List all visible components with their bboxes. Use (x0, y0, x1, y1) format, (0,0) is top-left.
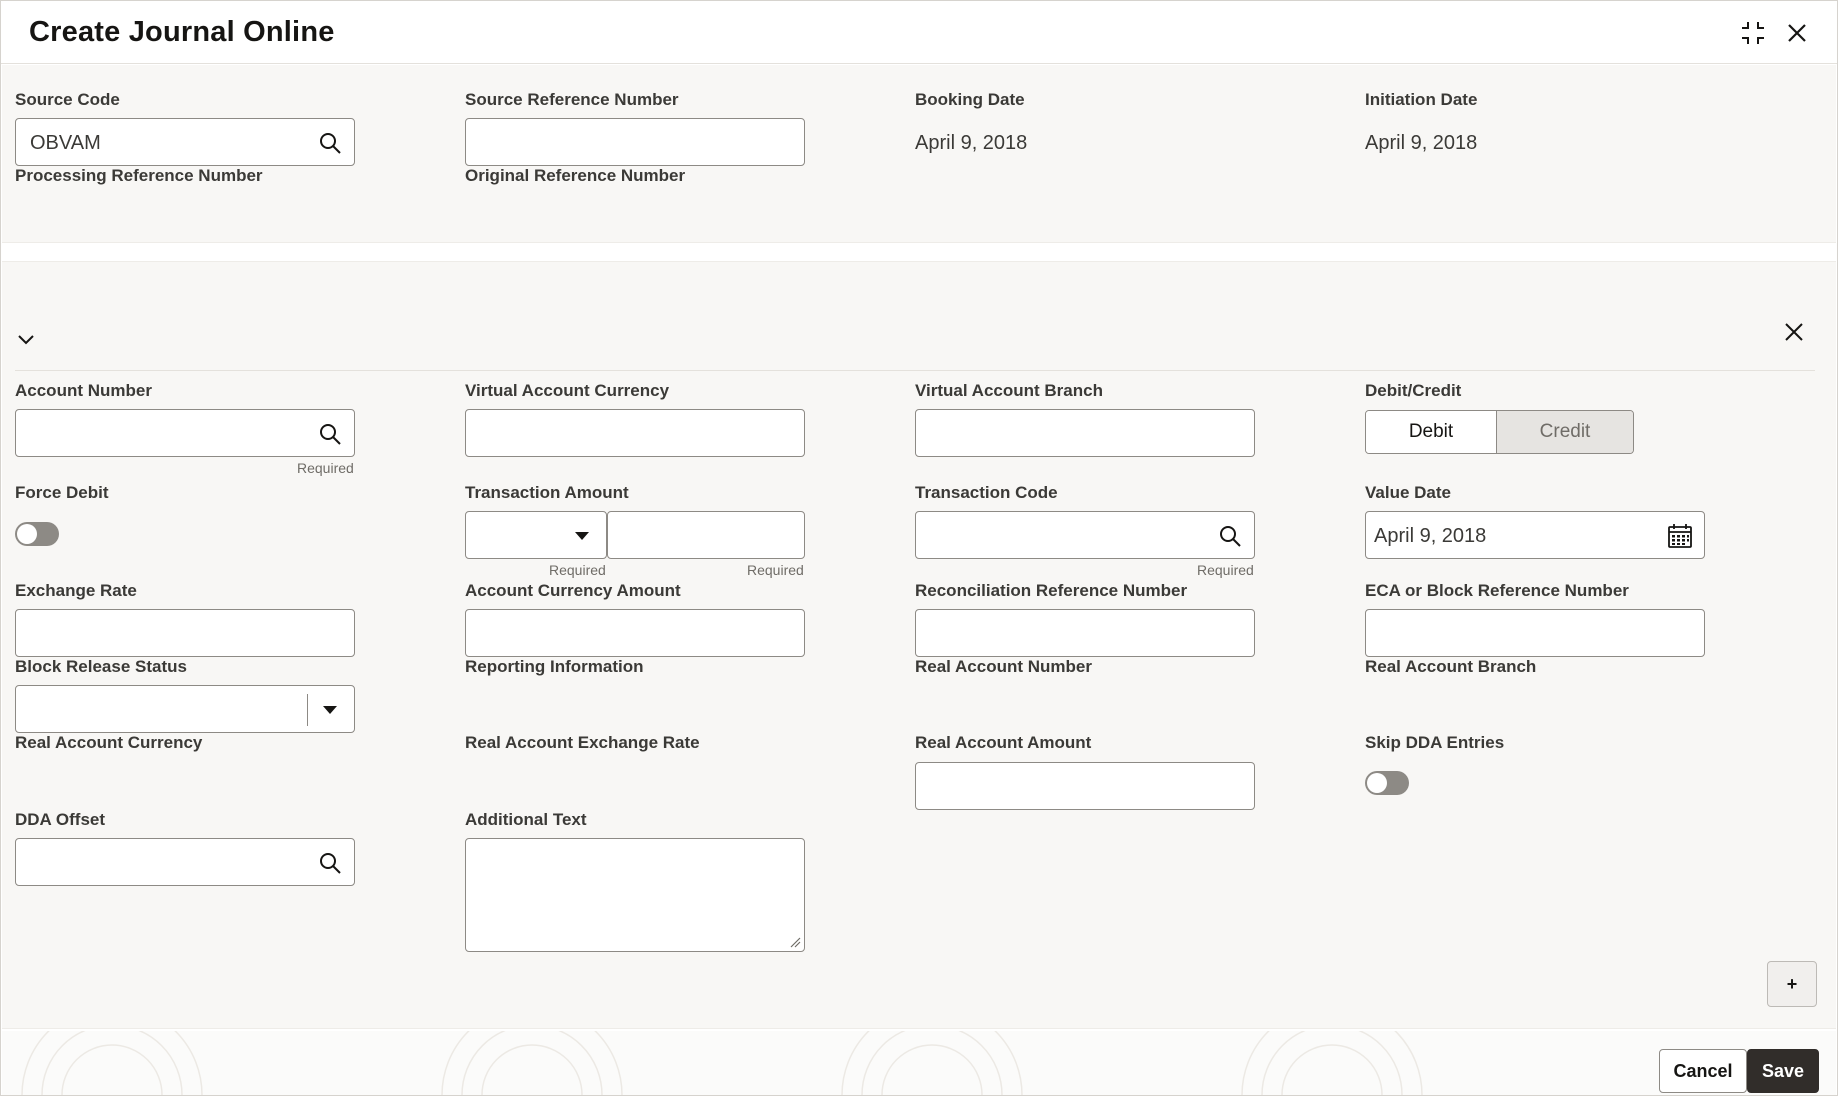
entry-divider (15, 370, 1815, 371)
skip-dda-entries-switch[interactable] (1365, 771, 1409, 795)
virtual-account-branch-label: Virtual Account Branch (915, 381, 1103, 400)
debit-option[interactable]: Debit (1366, 411, 1497, 453)
account-number-required: Required (297, 460, 354, 476)
add-entry-button[interactable]: + (1767, 961, 1817, 1007)
calendar-icon[interactable] (1666, 522, 1694, 550)
processing-reference-number-label: Processing Reference Number (15, 166, 263, 185)
remove-entry-close-icon[interactable] (1783, 321, 1805, 343)
account-currency-amount-label: Account Currency Amount (465, 581, 681, 600)
additional-text-area[interactable] (465, 838, 805, 952)
real-account-amount-label: Real Account Amount (915, 733, 1092, 752)
save-button[interactable]: Save (1747, 1049, 1819, 1093)
account-currency-amount-input[interactable] (465, 609, 805, 657)
chevron-down-icon[interactable] (15, 329, 37, 351)
debit-credit-label: Debit/Credit (1365, 381, 1462, 400)
virtual-account-currency-label: Virtual Account Currency (465, 381, 670, 400)
resize-handle-icon[interactable] (789, 936, 801, 948)
initiation-date-value: April 9, 2018 (1365, 132, 1478, 154)
source-code-input[interactable] (15, 118, 355, 166)
dialog-header (1, 1, 1837, 64)
source-code-value: OBVAM (30, 132, 101, 154)
skip-dda-entries-label: Skip DDA Entries (1365, 733, 1505, 752)
additional-text-label: Additional Text (465, 810, 587, 829)
virtual-account-currency-input[interactable] (465, 409, 805, 457)
initiation-date-label: Initiation Date (1365, 90, 1478, 109)
real-account-currency-label: Real Account Currency (15, 733, 203, 752)
real-account-exchange-rate-label: Real Account Exchange Rate (465, 733, 700, 752)
eca-block-reference-number-input[interactable] (1365, 609, 1705, 657)
collapse-arrows-icon[interactable] (1737, 17, 1769, 49)
debit-credit-toggle (1365, 410, 1634, 454)
real-account-number-label: Real Account Number (915, 657, 1092, 676)
value-date-value: April 9, 2018 (1374, 525, 1487, 547)
block-release-status-select[interactable] (15, 685, 355, 733)
reconciliation-reference-number-label: Reconciliation Reference Number (915, 581, 1188, 600)
page-title: Create Journal Online (29, 16, 335, 48)
dda-offset-input[interactable] (15, 838, 355, 886)
caret-down-icon[interactable] (568, 522, 596, 550)
real-account-branch-label: Real Account Branch (1365, 657, 1537, 676)
eca-block-reference-number-label: ECA or Block Reference Number (1365, 581, 1629, 600)
caret-down-icon[interactable] (316, 696, 344, 724)
transaction-currency-select[interactable] (465, 511, 607, 559)
footer-pattern (2, 1031, 1836, 1095)
dialog-footer (2, 1031, 1836, 1095)
booking-date-label: Booking Date (915, 90, 1025, 109)
source-reference-number-label: Source Reference Number (465, 90, 679, 109)
credit-option[interactable]: Credit (1497, 411, 1633, 453)
value-date-input[interactable] (1365, 511, 1705, 559)
force-debit-switch[interactable] (15, 522, 59, 546)
search-icon[interactable] (316, 420, 344, 448)
select-separator (307, 694, 308, 726)
transaction-code-label: Transaction Code (915, 483, 1058, 502)
account-number-input[interactable] (15, 409, 355, 457)
source-reference-number-input[interactable] (465, 118, 805, 166)
transaction-amount-input[interactable] (607, 511, 805, 559)
block-release-status-label: Block Release Status (15, 657, 187, 676)
transaction-amount-required: Required (747, 562, 804, 578)
force-debit-label: Force Debit (15, 483, 109, 502)
transaction-code-required: Required (1197, 562, 1254, 578)
booking-date-value: April 9, 2018 (915, 132, 1028, 154)
search-icon[interactable] (1216, 522, 1244, 550)
cancel-button[interactable]: Cancel (1659, 1049, 1747, 1093)
value-date-label: Value Date (1365, 483, 1451, 502)
account-number-label: Account Number (15, 381, 152, 400)
exchange-rate-input[interactable] (15, 609, 355, 657)
search-icon[interactable] (316, 849, 344, 877)
real-account-amount-input[interactable] (915, 762, 1255, 810)
dda-offset-label: DDA Offset (15, 810, 106, 829)
exchange-rate-label: Exchange Rate (15, 581, 137, 600)
search-icon[interactable] (316, 129, 344, 157)
transaction-code-input[interactable] (915, 511, 1255, 559)
reconciliation-reference-number-input[interactable] (915, 609, 1255, 657)
source-code-label: Source Code (15, 90, 120, 109)
transaction-currency-required: Required (549, 562, 606, 578)
close-icon[interactable] (1781, 17, 1813, 49)
virtual-account-branch-input[interactable] (915, 409, 1255, 457)
transaction-amount-label: Transaction Amount (465, 483, 629, 502)
reporting-information-label: Reporting Information (465, 657, 644, 676)
original-reference-number-label: Original Reference Number (465, 166, 686, 185)
